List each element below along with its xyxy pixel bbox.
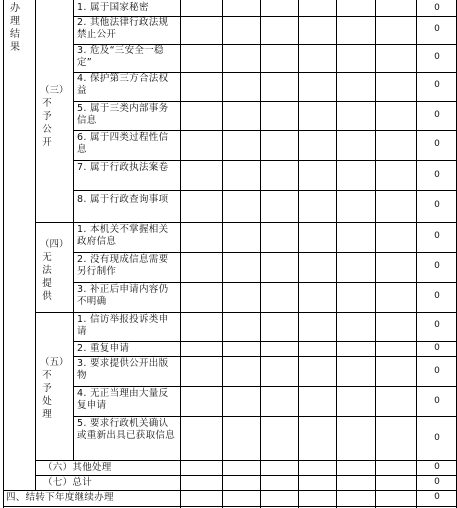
row-label: 6. 属于四类过程性信息 [77,132,169,155]
row-label-carryover: 四、结转下年度继续办理 [6,492,114,503]
row-label-total: （七）总计 [43,477,93,488]
row-value: 0 [434,170,440,180]
row-label: 4. 无正当理由大量反复申请 [77,388,169,411]
row-value: 0 [434,396,440,406]
row-label: 4. 保护第三方合法权益 [77,73,169,96]
row-label: 2. 其他法律行政法规禁止公开 [77,17,169,40]
row-value: 0 [434,139,440,149]
row-label: 1. 信访举报投诉类申请 [77,314,169,337]
group-label-unable-to-provide: （四）无法提供 [40,239,69,302]
row-value-total: 0 [434,477,440,487]
row-value: 0 [434,3,440,13]
row-value: 0 [434,231,440,241]
row-label-other: （六）其他处理 [43,462,112,473]
row-value: 0 [434,24,440,34]
group-label-not-processed: （五）不予处理 [40,357,69,420]
row-label: 3. 危及“三安全一稳定” [77,45,164,68]
row-label: 2. 重复申请 [77,343,130,354]
row-label: 7. 属于行政执法案卷 [77,162,169,173]
row-label: 3. 补正后申请内容仍不明确 [77,284,169,307]
row-value: 0 [434,291,440,301]
row-value: 0 [434,52,440,62]
row-value: 0 [434,320,440,330]
row-label: 5. 要求行政机关确认或重新出具已获取信息 [77,418,176,441]
row-value-carryover: 0 [434,492,440,502]
row-value: 0 [434,433,440,443]
row-label: 2. 没有现成信息需要另行制作 [77,254,169,277]
row-label: 5. 属于三类内部事务信息 [77,103,169,126]
row-label: 1. 属于国家秘密 [77,2,149,13]
row-value-other: 0 [434,462,440,472]
row-value: 0 [434,366,440,376]
row-value: 0 [434,80,440,90]
row-value: 0 [434,110,440,120]
group-label-not-disclosed: （三）不予公开 [40,85,69,148]
row-value: 0 [434,343,440,353]
row-label: 1. 本机关不掌握相关政府信息 [77,224,169,247]
row-label: 8. 属于行政查询事项 [77,194,169,205]
row-label: 3. 要求提供公开出版物 [77,358,169,381]
row-value: 0 [434,200,440,210]
row-value: 0 [434,261,440,271]
section-label-results: 办理结果 [10,3,20,53]
